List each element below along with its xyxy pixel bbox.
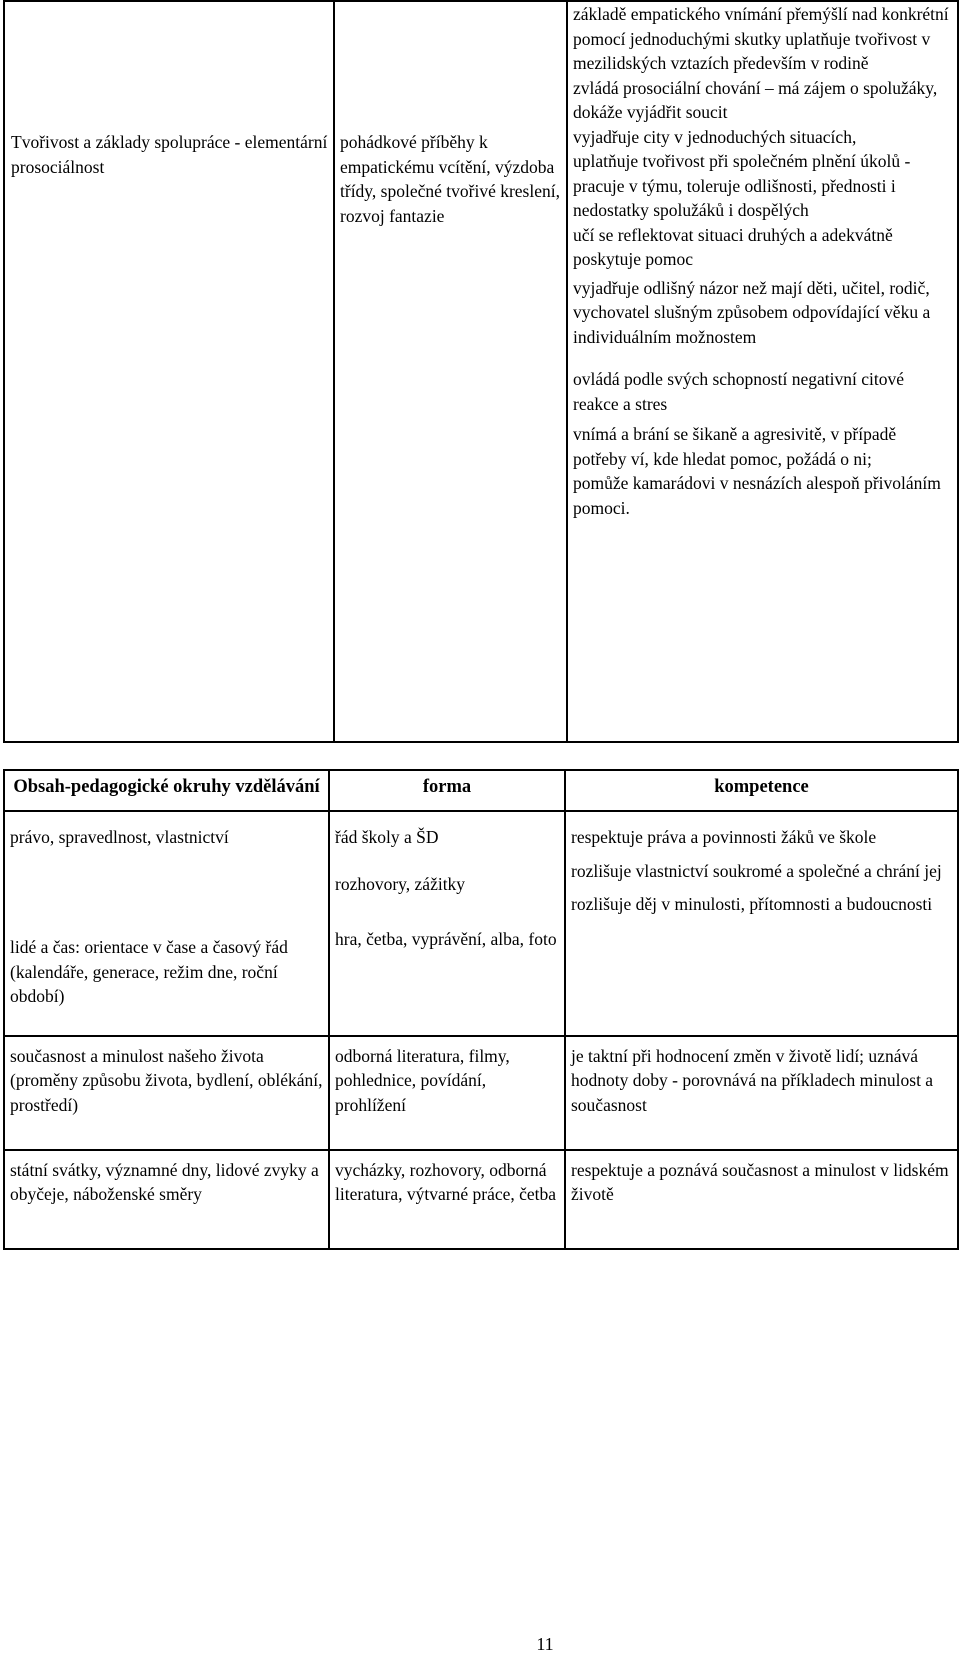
competence-item: zvládá prosociální chování – má zájem o spolužáky, dokáže vyjádřit soucit: [573, 77, 938, 122]
table-row: [4, 1150, 958, 1249]
form-cell: vycházky, rozhovory, odborná literatura, výtvarné práce, četba: [329, 1150, 565, 1249]
competence-item: učí se reflektovat situaci druhých a adekvátně poskytuje pomoc: [573, 224, 893, 269]
table-row: [4, 1, 958, 742]
competence-text: rozlišuje vlastnictví soukromé a společné a chrání jej: [571, 861, 942, 881]
table-row: [4, 1036, 958, 1150]
lower-table: [3, 769, 959, 1250]
table-row: [4, 811, 958, 1036]
competence-item: vnímá a brání se šikaně a agresivitě, v případě potřeby ví, kde hledat pomoc, požádá o ni;: [573, 424, 897, 469]
content-text: právo, spravedlnost, vlastnictví: [10, 826, 229, 847]
content-text: lidé a čas: orientace v čase a časový řád (kalendáře, generace, režim dne, roční období): [10, 937, 288, 1006]
competence-item: ovládá podle svých schopností negativní citové reakce a stres: [573, 369, 904, 414]
page-number: 11: [536, 1634, 554, 1654]
upper-table: [3, 0, 959, 743]
form-cell: [329, 811, 565, 1036]
competences-cell: [567, 1, 958, 742]
form-text: řád školy a ŠD: [335, 826, 439, 847]
competence-text: respektuje práva a povinnosti žáků ve škole: [571, 826, 877, 847]
form-cell: odborná literatura, filmy, pohlednice, povídání, prohlížení: [329, 1036, 565, 1150]
competence-cell: respektuje a poznává současnost a minulost v lidském životě: [565, 1150, 958, 1249]
competence-item: vyjadřuje odlišný názor než mají děti, učitel, rodič, vychovatel slušným způsobem odpovídající věku a individuálním možnostem: [573, 277, 931, 347]
form-text: rozhovory, zážitky: [335, 874, 466, 894]
competence-item: vyjadřuje city v jednoduchých situacích,: [573, 126, 857, 147]
content-cell: státní svátky, významné dny, lidové zvyky a obyčeje, náboženské směry: [4, 1150, 329, 1249]
competence-item: uplatňuje tvořivost při společném plnění úkolů - pracuje v týmu, toleruje odlišnosti, přednosti i nedostatky spolužáků i dospělých: [573, 151, 911, 220]
content-cell: [4, 811, 329, 1036]
form-text: pohádkové příběhy k empatickému vcítění, výzdoba třídy, společné tvořivé kreslení, rozvoj fantazie: [340, 132, 560, 226]
competence-cell: [565, 811, 958, 1036]
theme-text: Tvořivost a základy spolupráce - elementární prosociálnost: [11, 132, 328, 177]
competence-item: pomůže kamarádovi v nesnázích alespoň přivoláním pomoci.: [573, 473, 941, 518]
header-content: Obsah-pedagogické okruhy vzdělávání: [4, 770, 329, 811]
competence-item: základě empatického vnímání přemýšlí nad konkrétní pomocí jednoduchými skutky uplatňuje tvořivost v mezilidských vztazích především v rodině: [573, 4, 949, 73]
form-cell: [334, 1, 567, 742]
form-text: hra, četba, vyprávění, alba, foto: [335, 928, 557, 949]
competence-text: rozlišuje děj v minulosti, přítomnosti a budoucnosti: [571, 893, 933, 914]
header-competence: kompetence: [565, 770, 958, 811]
competence-cell: je taktní při hodnocení změn v životě lidí; uznává hodnoty doby - porovnává na příkladech minulost a současnost: [565, 1036, 958, 1150]
content-cell: současnost a minulost našeho života (proměny způsobu života, bydlení, oblékání, prostředí): [4, 1036, 329, 1150]
theme-cell: [4, 1, 334, 742]
header-form: forma: [329, 770, 565, 811]
header-row: [4, 770, 958, 811]
